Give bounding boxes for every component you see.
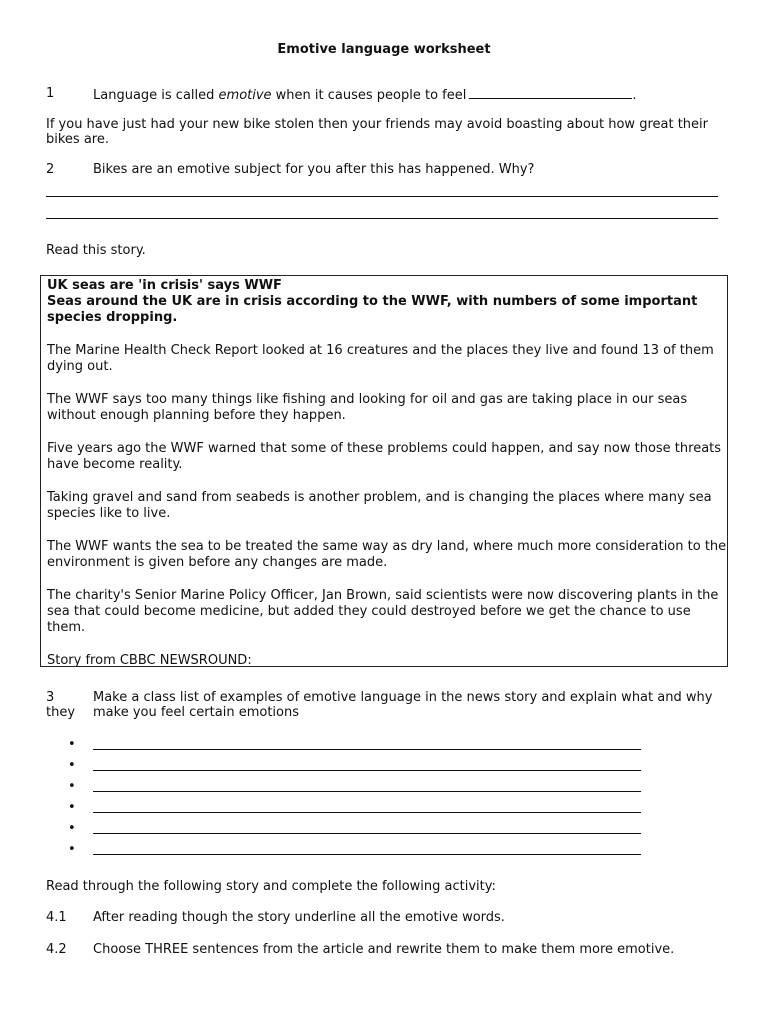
story-paragraph: Five years ago the WWF warned that some of these problems could happen, and say now those threats have become reality. bbox=[47, 441, 722, 472]
question-1-before: Language is called bbox=[93, 88, 219, 103]
question-2-number: 2 bbox=[46, 162, 55, 177]
question-2-text: Bikes are an emotive subject for you after this has happened. Why? bbox=[93, 162, 535, 177]
bullet-icon: • bbox=[68, 758, 76, 773]
story-paragraph: The WWF says too many things like fishing and looking for oil and gas are taking place in our seas without enough planning before they happen. bbox=[47, 392, 688, 423]
bullet-icon: • bbox=[68, 800, 76, 815]
question-4-1-text: After reading though the story underline all the emotive words. bbox=[93, 910, 505, 925]
story-paragraph: The Marine Health Check Report looked at 16 creatures and the places they live and found 13 of them dying out. bbox=[47, 343, 714, 374]
story-paragraph: The WWF wants the sea to be treated the same way as dry land, where much more consideration to the environment is given before any changes are made. bbox=[47, 539, 727, 570]
question-3-line-2: make you feel certain emotions bbox=[93, 705, 299, 720]
list-item[interactable] bbox=[68, 737, 648, 751]
question-3-line-1: Make a class list of examples of emotive language in the news story and explain what and why bbox=[93, 690, 713, 705]
story-subhead: Seas around the UK are in crisis according to the WWF, with numbers of some important species dropping. bbox=[47, 294, 698, 325]
news-story-box bbox=[40, 275, 728, 667]
question-4-2-number: 4.2 bbox=[46, 942, 67, 957]
story-paragraph: Taking gravel and sand from seabeds is another problem, and is changing the places where many sea species like to live. bbox=[47, 490, 712, 521]
bullet-icon: • bbox=[68, 842, 76, 857]
story-headline: UK seas are 'in crisis' says WWF bbox=[47, 278, 282, 293]
story-paragraph: The charity's Senior Marine Policy Officer, Jan Brown, said scientists were now discovering plants in the sea that could become medicine, but added they could destroyed before we get the chance to use them. bbox=[47, 588, 719, 635]
answer-line[interactable] bbox=[93, 791, 641, 792]
story-source: Story from CBBC NEWSROUND: bbox=[47, 653, 252, 668]
list-item[interactable] bbox=[68, 821, 648, 835]
question-4-1-number: 4.1 bbox=[46, 910, 67, 925]
answer-line[interactable] bbox=[93, 833, 641, 834]
answer-line[interactable] bbox=[46, 196, 718, 197]
story-heading bbox=[47, 278, 727, 326]
question-1-italic: emotive bbox=[218, 88, 272, 103]
answer-line[interactable] bbox=[93, 854, 641, 855]
question-1-text bbox=[93, 86, 637, 103]
answer-line[interactable] bbox=[46, 218, 718, 219]
question-1-end: . bbox=[632, 88, 637, 103]
question-3-number: 3 bbox=[46, 690, 55, 705]
question-1-number: 1 bbox=[46, 86, 55, 101]
answer-line[interactable] bbox=[93, 770, 641, 771]
worksheet-title: Emotive language worksheet bbox=[277, 42, 491, 57]
bullet-icon: • bbox=[68, 779, 76, 794]
list-item[interactable] bbox=[68, 800, 648, 814]
question-3-overflow: they bbox=[46, 705, 76, 720]
answer-line[interactable] bbox=[93, 812, 641, 813]
list-item[interactable] bbox=[68, 779, 648, 793]
bullet-icon: • bbox=[68, 737, 76, 752]
list-item[interactable] bbox=[68, 758, 648, 772]
list-item[interactable] bbox=[68, 842, 648, 856]
answer-line[interactable] bbox=[93, 749, 641, 750]
activity-instruction: Read through the following story and complete the following activity: bbox=[46, 879, 496, 894]
intro-paragraph: If you have just had your new bike stolen then your friends may avoid boasting about how great their bikes are. bbox=[46, 117, 708, 147]
question-1-answer-blank[interactable] bbox=[469, 86, 632, 99]
question-4-2-text: Choose THREE sentences from the article and rewrite them to make them more emotive. bbox=[93, 942, 675, 957]
bullet-icon: • bbox=[68, 821, 76, 836]
read-story-instruction: Read this story. bbox=[46, 243, 146, 258]
question-1-after: when it causes people to feel bbox=[271, 88, 467, 103]
